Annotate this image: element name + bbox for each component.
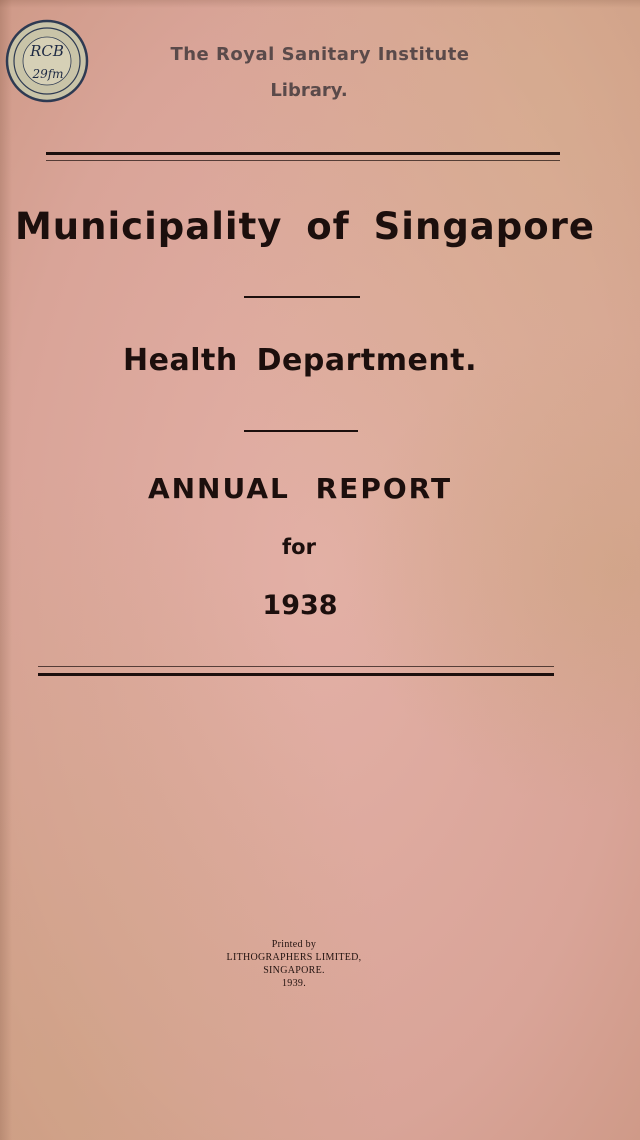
paper-edge-shadow-top [0, 0, 640, 8]
imprint-printed-by: Printed by [271, 939, 317, 950]
report-for: for [282, 535, 316, 559]
report-label: ANNUAL REPORT [147, 472, 453, 505]
document-title: Municipality of Singapore [14, 205, 596, 248]
imprint-printer: LITHOGRAPHERS LIMITED, [226, 952, 362, 963]
department-divider [244, 430, 358, 432]
title-divider [244, 296, 360, 298]
printer-imprint [0, 938, 588, 990]
library-stamp-institute: The Royal Sanitary Institute [170, 44, 470, 65]
imprint-place: SINGAPORE. [263, 965, 325, 976]
top-rule-thin [46, 160, 560, 161]
report-year: 1938 [262, 590, 338, 621]
library-stamp-library: Library. [270, 80, 348, 101]
seal-monogram-top: RCB [30, 42, 64, 60]
department-heading: Health Department. [123, 343, 477, 378]
bottom-rule-thin [38, 666, 554, 667]
seal-monogram-bottom: 29fm [32, 67, 64, 81]
top-rule-thick [46, 152, 560, 155]
bottom-rule-thick [38, 673, 554, 676]
imprint-year: 1939. [282, 978, 306, 989]
